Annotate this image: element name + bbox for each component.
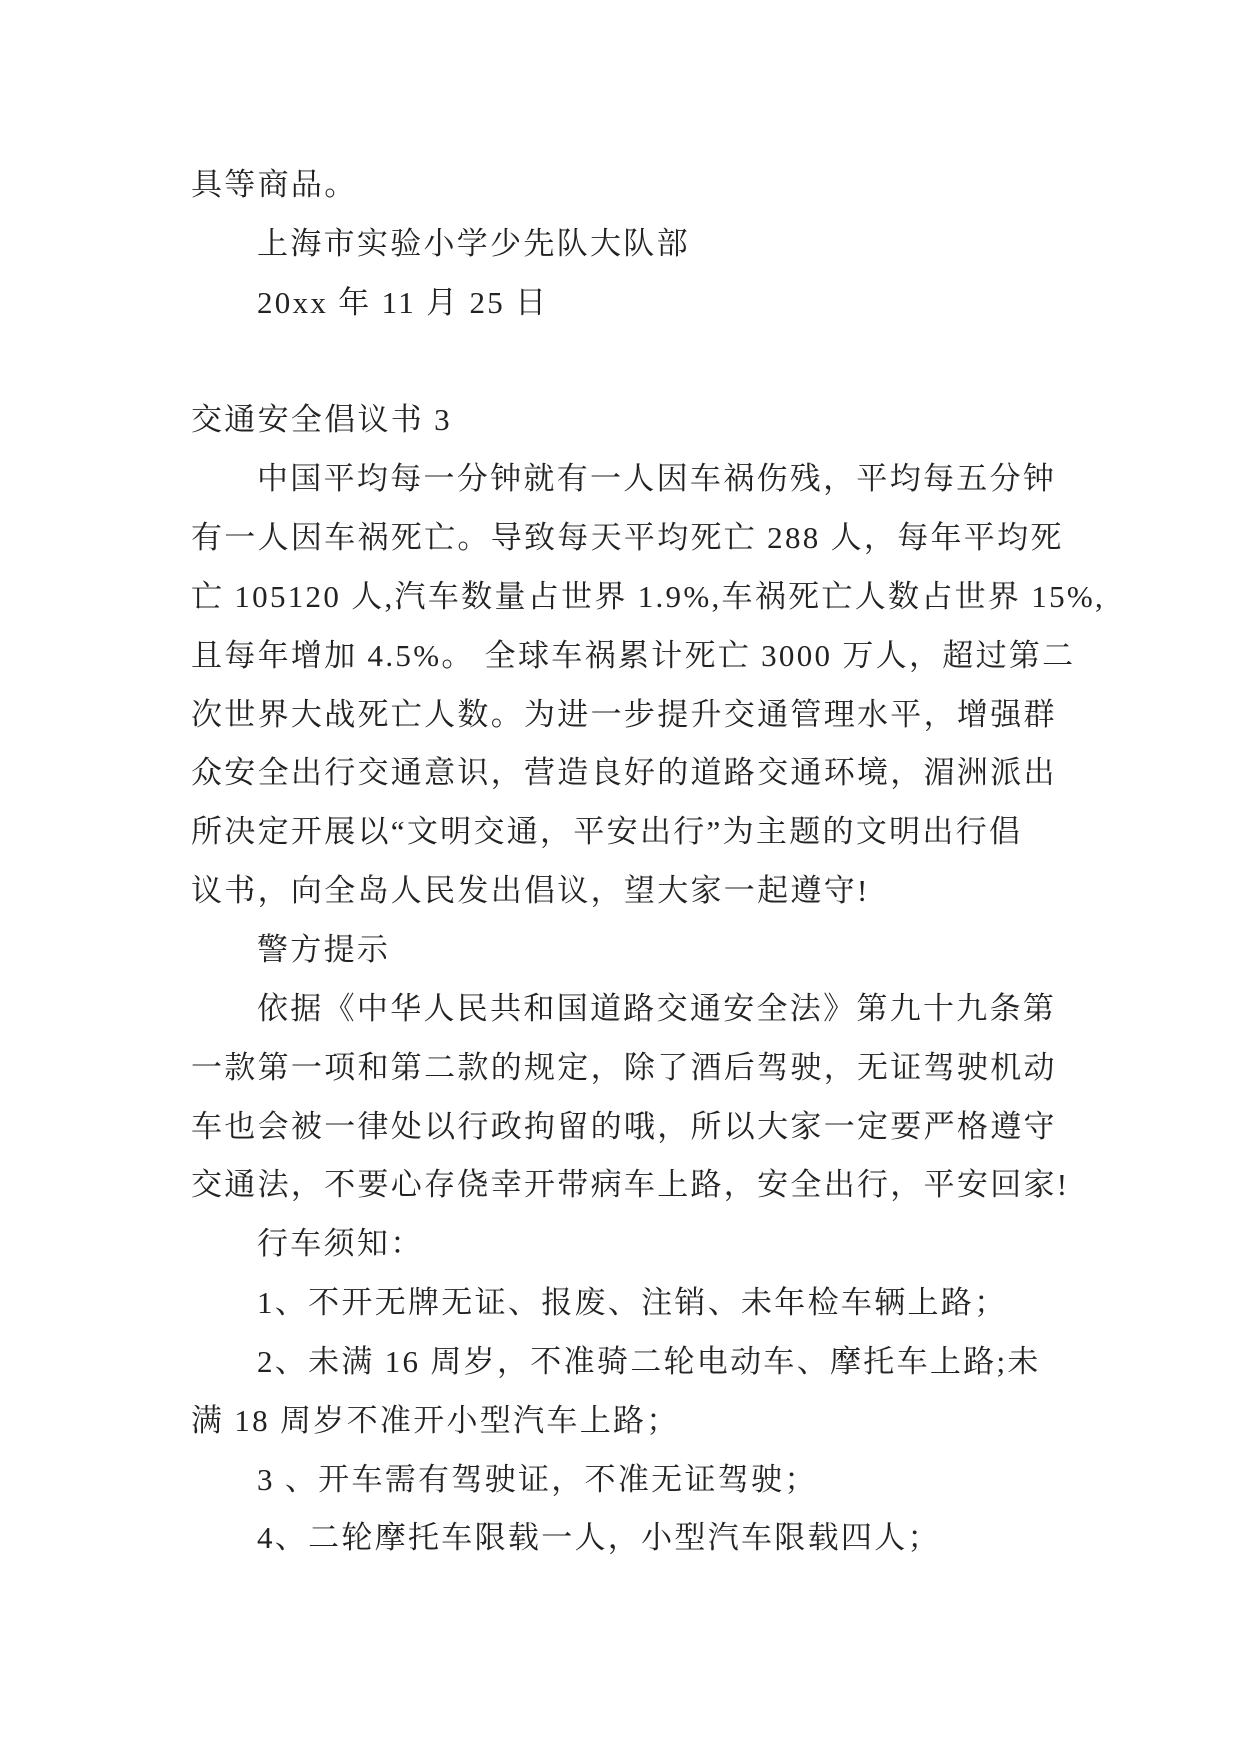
signature-block <box>191 215 1151 333</box>
driving-rule-line: 3 、开车需有驾驶证，不准无证驾驶； <box>257 1461 818 1497</box>
driving-rule-3 <box>191 1451 1151 1510</box>
driving-rule-4 <box>191 1509 1151 1568</box>
intro-line: 众安全出行交通意识，营造良好的道路交通环境，湄洲派出 <box>191 755 1057 791</box>
police-notice-line: 交通法，不要心存侥幸开带病车上路，安全出行，平安回家! <box>191 1167 1070 1203</box>
driving-rule-line: 满 18 周岁不准开小型汽车上路； <box>191 1402 680 1438</box>
previous-text-fragment: 具等商品。 <box>191 167 358 202</box>
intro-line: 议书，向全岛人民发出倡议，望大家一起遵守! <box>191 873 870 909</box>
intro-line: 且每年增加 4.5%。 全球车祸累计死亡 3000 万人，超过第二 <box>191 637 1076 673</box>
intro-line: 有一人因车祸死亡。导致每天平均死亡 288 人，每年平均死 <box>191 520 1064 556</box>
police-notice-heading: 警方提示 <box>257 931 391 967</box>
intro-paragraph <box>191 450 1151 921</box>
section-title: 交通安全倡议书 3 <box>191 402 452 438</box>
driving-rule-1 <box>191 1274 1151 1333</box>
driving-rule-2 <box>191 1333 1151 1451</box>
driving-rule-line: 2、未满 16 周岁，不准骑二轮电动车、摩托车上路;未 <box>257 1343 1041 1379</box>
driving-rules-list <box>191 1274 1151 1568</box>
blank-line <box>191 333 1151 392</box>
police-notice-line: 一款第一项和第二款的规定，除了酒后驾驶，无证驾驶机动 <box>191 1049 1057 1085</box>
police-notice-line: 车也会被一律处以行政拘留的哦，所以大家一定要严格遵守 <box>191 1108 1057 1144</box>
driving-rules-heading: 行车须知： <box>257 1226 424 1262</box>
police-notice-paragraph <box>191 980 1151 1215</box>
intro-line: 亡 105120 人,汽车数量占世界 1.9%,车祸死亡人数占世界 15%, <box>191 578 1106 614</box>
police-notice-line: 依据《中华人民共和国道路交通安全法》第九十九条第 <box>257 990 1057 1026</box>
intro-line: 次世界大战死亡人数。为进一步提升交通管理水平，增强群 <box>191 696 1057 732</box>
signature-organization: 上海市实验小学少先队大队部 <box>257 225 690 261</box>
driving-rule-line: 4、二轮摩托车限载一人，小型汽车限载四人； <box>257 1520 941 1556</box>
signature-date: 20xx 年 11 月 25 日 <box>257 284 549 320</box>
document-body <box>191 156 1151 1568</box>
driving-rule-line: 1、不开无牌无证、报废、注销、未年检车辆上路； <box>257 1285 1008 1321</box>
intro-line: 所决定开展以“文明交通，平安出行”为主题的文明出行倡 <box>191 814 1023 850</box>
intro-line: 中国平均每一分钟就有一人因车祸伤残，平均每五分钟 <box>257 461 1057 497</box>
